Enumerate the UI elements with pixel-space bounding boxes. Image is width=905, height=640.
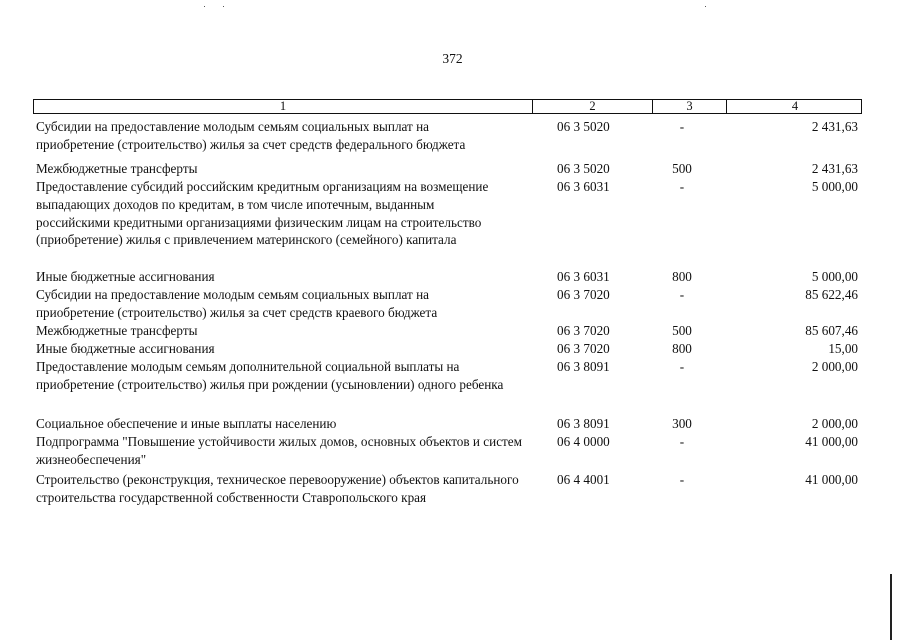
scan-border-line [890,574,892,640]
row-name: Субсидии на предоставление молодым семьям социальных выплат на приобретение (строительство) жилья за счет средств федерального бюджета [36,119,466,152]
row-amount: 41 000,00 [805,434,858,449]
row-amount: 85 622,46 [805,287,858,302]
row-amount: 5 000,00 [811,179,858,194]
header-col-2: 2 [532,100,652,113]
row-code: 06 3 7020 [557,323,610,338]
row-code: 06 3 7020 [557,341,610,356]
row-code: 06 3 5020 [557,161,610,176]
row-amount: 2 000,00 [811,359,858,374]
header-col-3: 3 [652,100,726,113]
row-name: Предоставление субсидий российским кредитным организациям на возмещение выпадающих доходов по кредитам, в том числе ипотечным, выданным российскими кредитными организациями физическим лицам на строительство (приобретение) жилья с привлечением материнского (семейного) капитала [36,179,489,248]
table-header [33,99,862,114]
row-type: 500 [672,161,692,176]
row-type: - [679,359,685,374]
row-name: Предоставление молодым семьям дополнительной социальной выплаты на приобретение (строительство) жилья при рождении (усыновлении) одного ребенка [36,359,504,392]
row-type: - [679,119,685,134]
page-number: 372 [442,51,463,66]
row-amount: 85 607,46 [805,323,858,338]
row-name: Подпрограмма "Повышение устойчивости жилых домов, основных объектов и систем жизнеобеспечения" [36,434,523,467]
scan-speck [204,6,205,7]
row-type: 800 [672,269,692,284]
row-code: 06 3 6031 [557,269,610,284]
row-type: - [679,287,685,302]
row-type: 300 [672,416,692,431]
header-col-4: 4 [726,100,863,113]
row-type: 800 [672,341,692,356]
row-name: Строительство (реконструкция, техническое перевооружение) объектов капитального строительства государственной собственности Ставропольского края [36,472,519,505]
row-name: Социальное обеспечение и иные выплаты населению [36,416,337,431]
row-code: 06 3 8091 [557,359,610,374]
row-name: Межбюджетные трансферты [36,161,198,176]
scan-speck [705,6,706,7]
row-type: 500 [672,323,692,338]
row-name: Иные бюджетные ассигнования [36,341,215,356]
row-name: Субсидии на предоставление молодым семьям социальных выплат на приобретение (строительство) жилья за счет средств краевого бюджета [36,287,438,320]
row-type: - [679,434,685,449]
row-code: 06 3 5020 [557,119,610,134]
row-type: - [679,472,685,487]
row-amount: 2 431,63 [811,119,858,134]
row-name: Межбюджетные трансферты [36,323,198,338]
header-col-1: 1 [279,99,287,113]
row-code: 06 4 0000 [557,434,610,449]
row-type: - [679,179,685,194]
row-amount: 2 431,63 [811,161,858,176]
row-amount: 5 000,00 [811,269,858,284]
row-code: 06 3 8091 [557,416,610,431]
row-amount: 2 000,00 [811,416,858,431]
row-code: 06 3 7020 [557,287,610,302]
row-amount: 41 000,00 [805,472,858,487]
row-code: 06 3 6031 [557,179,610,194]
row-amount: 15,00 [828,341,858,356]
scan-speck [223,6,224,7]
row-code: 06 4 4001 [557,472,610,487]
row-name: Иные бюджетные ассигнования [36,269,215,284]
